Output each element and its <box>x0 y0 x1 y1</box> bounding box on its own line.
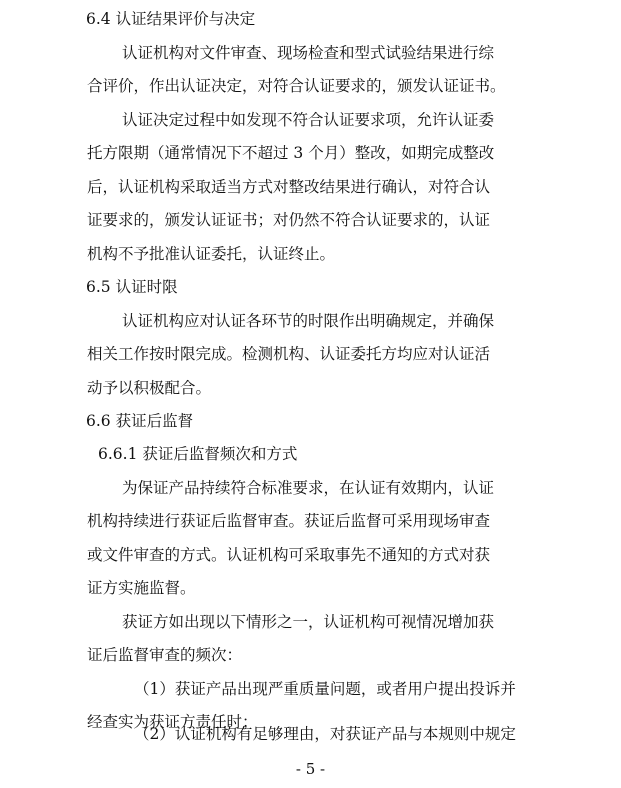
list-item-line: （1）获证产品出现严重质量问题，或者用户提出投诉并 <box>134 680 516 698</box>
section-heading-6-4: 6.4 认证结果评价与决定 <box>86 10 256 28</box>
paragraph-line: 合评价，作出认证决定，对符合认证要求的，颁发认证证书。 <box>87 77 506 95</box>
sub-heading-6-6-1: 6.6.1 获证后监督频次和方式 <box>98 445 298 463</box>
section-heading-6-6: 6.6 获证后监督 <box>86 412 194 430</box>
list-item-line: （2）认证机构有足够理由，对获证产品与本规则中规定 <box>134 725 516 743</box>
list-item-line: 经查实为获证方责任时； <box>87 713 258 731</box>
paragraph-line: 认证决定过程中如发现不符合认证要求项，允许认证委 <box>122 111 495 129</box>
paragraph-line: 认证机构应对认证各环节的时限作出明确规定，并确保 <box>122 312 495 330</box>
paragraph-line: 证后监督审查的频次： <box>87 646 243 664</box>
paragraph-line: 托方限期（通常情况下不超过 3 个月）整改，如期完成整改 <box>87 144 495 162</box>
paragraph-line: 机构持续进行获证后监督审查。获证后监督可采用现场审查 <box>87 512 491 530</box>
paragraph-line: 相关工作按时限完成。检测机构、认证委托方均应对认证活 <box>87 345 491 363</box>
paragraph-line: 或文件审查的方式。认证机构可采取事先不通知的方式对获 <box>87 546 491 564</box>
paragraph-line: 机构不予批准认证委托，认证终止。 <box>87 245 336 263</box>
paragraph-line: 获证方如出现以下情形之一，认证机构可视情况增加获 <box>122 613 495 631</box>
paragraph-line: 动予以积极配合。 <box>87 379 212 397</box>
paragraph-line: 后，认证机构采取适当方式对整改结果进行确认，对符合认 <box>87 178 491 196</box>
paragraph-line: 为保证产品持续符合标准要求，在认证有效期内，认证 <box>122 479 495 497</box>
page-number: - 5 - <box>295 760 326 778</box>
paragraph-line: 证方实施监督。 <box>87 579 196 597</box>
section-heading-6-5: 6.5 认证时限 <box>86 278 178 296</box>
paragraph-line: 证要求的，颁发认证证书；对仍然不符合认证要求的，认证 <box>87 211 491 229</box>
paragraph-line: 认证机构对文件审查、现场检查和型式试验结果进行综 <box>122 44 495 62</box>
